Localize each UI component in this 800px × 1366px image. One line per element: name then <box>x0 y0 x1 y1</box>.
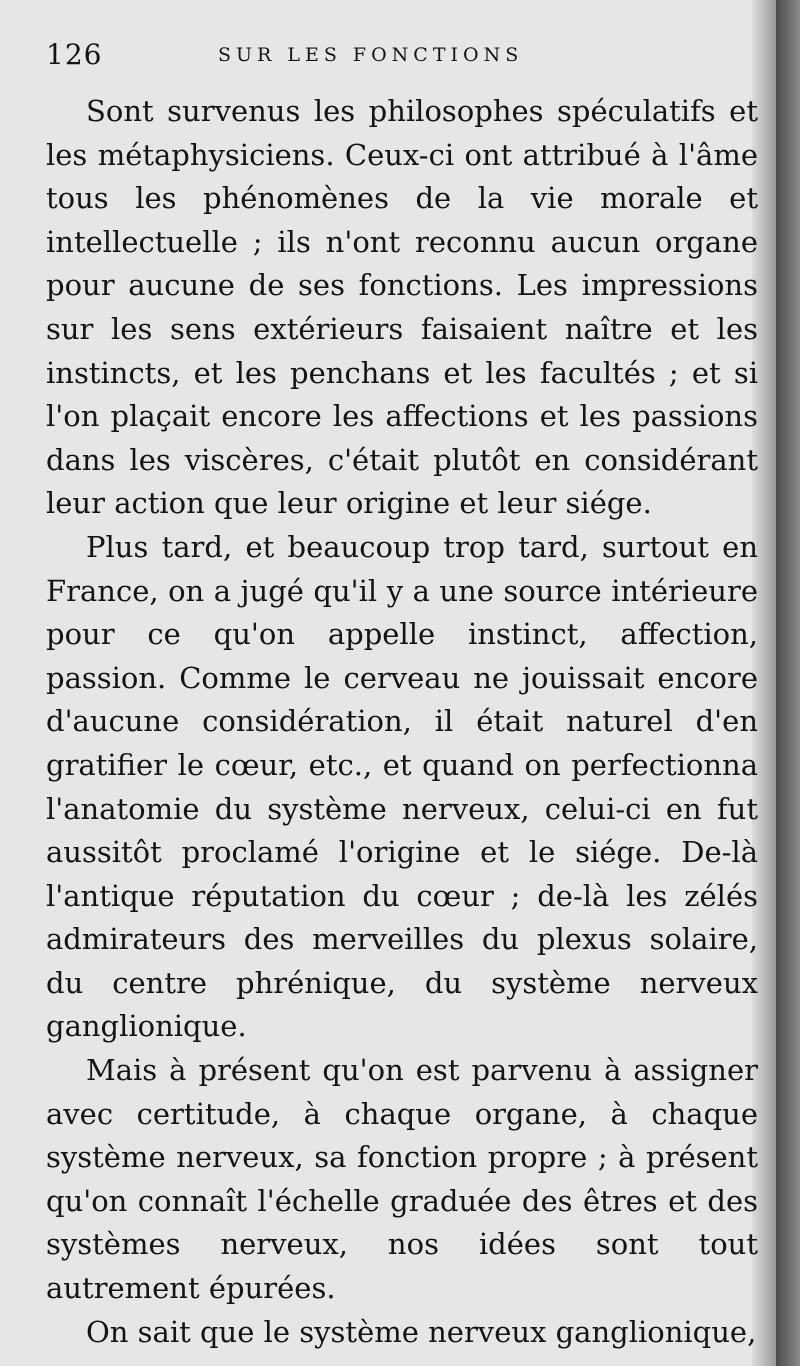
paragraph-4: On sait que le système nerveux ganglionique, <box>86 1314 757 1349</box>
page-header <box>46 38 746 78</box>
paragraph-3: Mais à présent qu'on est parvenu à assigner avec certitude, à chaque organe, à chaque système nerveux, sa fonction propre ; à présent qu'on connaît l'échelle graduée des êtres et des systèmes nerveux, nos idées sont tout autrement épurées. <box>46 1053 758 1306</box>
page-number: 126 <box>46 38 103 71</box>
running-head: SUR LES FONCTIONS <box>218 44 524 66</box>
page-outer-edge <box>776 0 800 1366</box>
paragraph-1: Sont survenus les philosophes spéculatifs et les métaphysiciens. Ceux-ci ont attribué à l'âme tous les phénomènes de la vie morale et intellectuelle ; ils n'ont reconnu aucun organe pour aucune de ses fonctions. Les impressions sur les sens extérieurs faisaient naître et les instincts, et les penchans et les facultés ; et si l'on plaçait encore les affections et les passions dans les viscères, c'était plutôt en considérant leur action que leur origine et leur siége. <box>46 94 758 521</box>
paragraph-2: Plus tard, et beaucoup trop tard, surtout en France, on a jugé qu'il y a une source intérieure pour ce qu'on appelle instinct, affection, passion. Comme le cerveau ne jouissait encore d'aucune considération, il était naturel d'en gratifier le cœur, etc., et quand on perfectionna l'anatomie du système nerveux, celui-ci en fut aussitôt proclamé l'origine et le siége. De-là l'antique réputation du cœur ; de-là les zélés admirateurs des merveilles du plexus solaire, du centre phrénique, du système nerveux ganglionique. <box>46 529 758 1044</box>
body-text <box>46 90 758 1354</box>
